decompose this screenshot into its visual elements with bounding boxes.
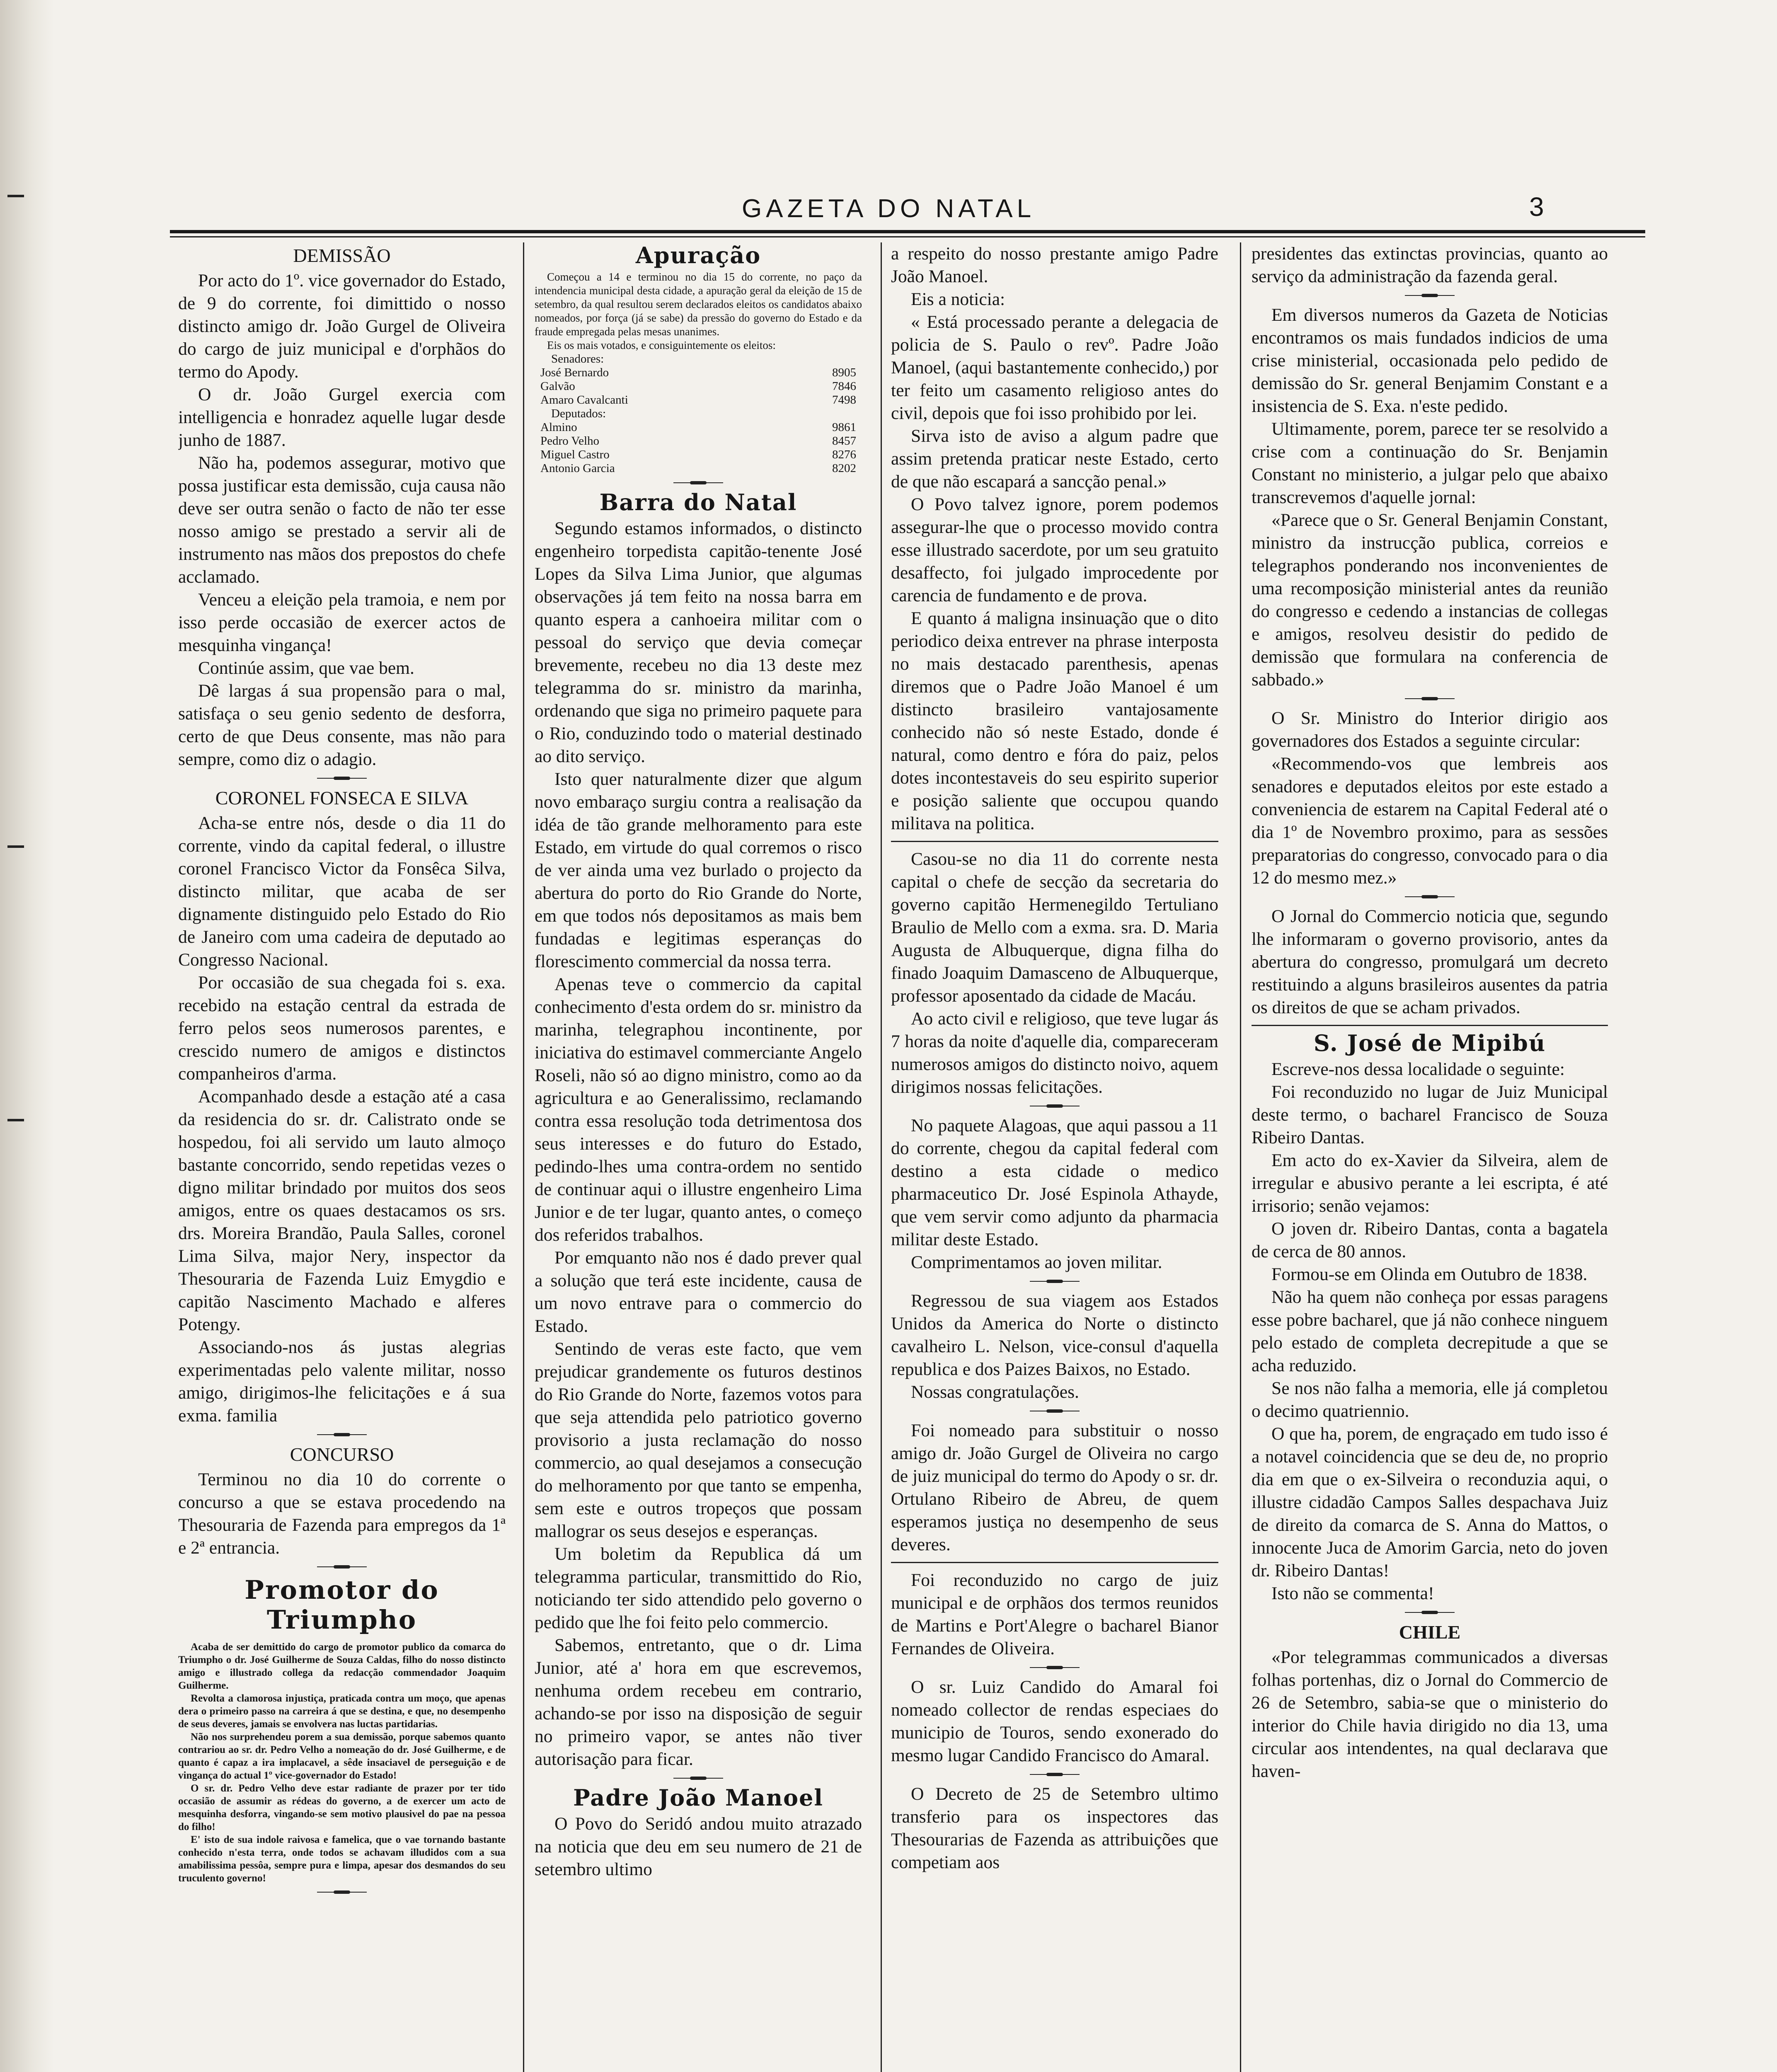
paragraph: E quanto á maligna insinuação que o dito periodico deixa entrever na phrase interposta no mais destacado parenthesis, apenas diremos que o Padre João Manoel é um distincto brasileiro vantajosamente conhecido não só neste Estado, donde é natural, como dentro e fóra do paiz, pelos dotes incontestaveis do seu espirito superior e posição saliente que occupou quando militava na politica. bbox=[891, 608, 1218, 833]
newspaper-title: GAZETA DO NATAL bbox=[741, 194, 1036, 223]
paragraph: Por acto do 1º. vice governador do Estado, de 9 do corrente, foi dimittido o nosso distincto amigo dr. João Gurgel de Oliveira do cargo de juiz municipal e d'orphãos do termo do Apody. bbox=[178, 271, 506, 382]
headline-coronel: CORONEL FONSECA E SILVA bbox=[215, 787, 469, 808]
paragraph: Começou a 14 e terminou no dia 15 do corrente, no paço da intendencia municipal desta cidade, a apuração geral da eleição de 15 de setembro, da qual resultou serem declarados eleitos os candidatos abaixo nomeados, por força (já se sabe) da pressão do governo do Estado e da fraude empregada pelas mesas unanimes. bbox=[535, 271, 862, 338]
ornament-divider bbox=[317, 1564, 367, 1569]
paragraph: O sr. dr. Pedro Velho deve estar radiante de prazer por ter tido occasião de assumir as rédeas do governo, a de exercer um acto de mesquinha desforra, vingando-se sem motivo plausivel do pae na pessoa do filho! bbox=[178, 1783, 506, 1832]
paragraph: Foi reconduzido no cargo de juiz municipal e de orphãos dos termos reunidos de Martins e Port'Alegre o bacharel Bianor Fernandes de Oliveira. bbox=[891, 1570, 1218, 1658]
paragraph: Comprimentamos ao joven militar. bbox=[911, 1252, 1162, 1272]
paragraph: Não nos surprehendeu porem a sua demissão, porque sabemos quanto contrariou ao sr. dr. Pedro Velho a nomeação do dr. José Guilherme, e de quanto é capaz a ira implacavel, a sêde insaciavel de perseguição e de vingança do actual 1º vice-governador do Estado! bbox=[178, 1731, 506, 1781]
paragraph: Terminou no dia 10 do corrente o concurso a que se estava procedendo na Thesouraria de Fazenda para empregos da 1ª e 2ª entrancia. bbox=[178, 1469, 506, 1558]
vote-count: 7846 bbox=[832, 380, 856, 393]
candidate-name: Pedro Velho bbox=[540, 434, 600, 448]
binding-margin bbox=[0, 0, 54, 2072]
headline-promotor: Promotor do Triumpho bbox=[245, 1575, 439, 1635]
article-decreto-continued bbox=[1252, 242, 1608, 288]
paragraph: presidentes das extinctas provincias, quanto ao serviço da administração da fazenda geral. bbox=[1252, 244, 1608, 286]
headline-barra: Barra do Natal bbox=[599, 489, 797, 516]
paragraph: O Povo do Seridó andou muito atrazado na noticia que deu em seu numero de 21 de setembro ultimo bbox=[535, 1814, 862, 1879]
candidate-name: Galvão bbox=[540, 380, 575, 393]
paragraph: Isto quer naturalmente dizer que algum novo embaraço surgiu contra a realisação da idéa de tão grande melhoramento para este Estado, em virtude do qual corremos o risco de ver ainda uma vez burlado o projecto da abertura do porto do Rio Grande do Norte, em que todos nós depositamos as mais bem fundadas e legitimas esperanças do florescimento commercial da nossa terra. bbox=[535, 769, 862, 971]
paragraph: Se nos não falha a memoria, elle já completou o decimo quatriennio. bbox=[1252, 1378, 1608, 1421]
vote-count: 8202 bbox=[832, 462, 856, 475]
article-barra bbox=[535, 517, 862, 1771]
paragraph: Sabemos, entretanto, que o dr. Lima Junior, até a' hora em que escrevemos, nenhuma ordem recebeu em contrario, achando-se por isso na disposição de seguir no primeiro vapor, se antes não tiver autorisação para ficar. bbox=[535, 1635, 862, 1769]
vote-row bbox=[535, 366, 862, 380]
vote-row bbox=[535, 434, 862, 448]
vote-row bbox=[535, 421, 862, 434]
article-paquete bbox=[891, 1114, 1218, 1274]
senadores-label: Senadores: bbox=[551, 352, 604, 366]
article-nelson bbox=[891, 1290, 1218, 1404]
paragraph: Isto não se commenta! bbox=[1271, 1583, 1434, 1603]
paragraph: Eis a noticia: bbox=[911, 289, 1005, 309]
vote-row bbox=[535, 448, 862, 462]
article-casamento bbox=[891, 848, 1218, 1099]
paragraph: a respeito do nosso prestante amigo Padre João Manoel. bbox=[891, 244, 1218, 286]
headline-chile: CHILE bbox=[1399, 1622, 1461, 1643]
paragraph: Acha-se entre nós, desde o dia 11 do corrente, vindo da capital federal, o illustre coronel Francisco Victor da Fonsêca Silva, distincto militar, que acaba de ser dignamente distinguido pelo Estado do Rio de Janeiro com uma cadeira de deputado ao Congresso Nacional. bbox=[178, 813, 506, 970]
paragraph: Apenas teve o commercio da capital conhecimento d'esta ordem do sr. ministro da marinha, telegraphou incontinente, por iniciativa do estimavel commerciante Angelo Roseli, não só ao digno ministro, como ao da agricultura e ao Generalissimo, reclamando contra essa resolução toda detrimentosa dos seus interesses e do futuro do Estado, pedindo-lhes uma contra-ordem no sentido de continuar aqui o illustre engenheiro Lima Junior e de ter lugar, quanto antes, o começo dos referidos trabalhos. bbox=[535, 974, 862, 1245]
ornament-divider bbox=[317, 776, 367, 781]
paragraph: Foi reconduzido no lugar de Juiz Municipal deste termo, o bacharel Francisco de Souza Ribeiro Dantas. bbox=[1252, 1082, 1608, 1147]
paragraph: O Jornal do Commercio noticia que, segundo lhe informaram o governo provisorio, antes da abertura do congresso, promulgará um decreto restituindo a alguns brasileiros ausentes da patria os direitos de que se acham privados. bbox=[1252, 906, 1608, 1017]
paragraph: Revolta a clamorosa injustiça, praticada contra um moço, que apenas dera o primeiro passo na carreira á que se destina, e que, no desempenho de seus deveres, jamais se envolvera nas luctas partidarias. bbox=[178, 1693, 506, 1730]
paragraph: «Recommendo-vos que lembreis aos senadores e deputados eleitos por este estado a conveniencia de estarem na Capital Federal até o dia 1º de Novembro proximo, para as sessões preparatorias do congresso, convocado para o dia 12 do mesmo mez.» bbox=[1252, 754, 1608, 888]
article-demissao bbox=[178, 269, 506, 771]
article-ministro bbox=[1252, 707, 1608, 889]
paragraph: Em acto do ex-Xavier da Silveira, alem de irregular e abusivo perante a lei escripta, é até irrisorio; senão vejamos: bbox=[1252, 1150, 1608, 1216]
paragraph: Por emquanto não nos é dado prever qual a solução que terá este incidente, causa de um novo entrave para o commercio do Estado. bbox=[535, 1248, 862, 1336]
deputados-label: Deputados: bbox=[551, 407, 606, 420]
ornament-divider bbox=[1030, 1409, 1080, 1414]
header-rule bbox=[170, 236, 1645, 237]
article-amaral bbox=[891, 1676, 1218, 1767]
paragraph: O que ha, porem, de engraçado em tudo isso é a notavel coincidencia que se deu de, no proprio dia em que o ex-Silveira o reconduzia aqui, o illustre cidadão Campos Salles despachava Juiz de direito da comarca de S. Anna do Mattos, o innocente Juca de Amorim Garcia, neto do joven dr. Ribeiro Dantas! bbox=[1252, 1424, 1608, 1581]
article-reconduzido bbox=[891, 1569, 1218, 1660]
paragraph: Escreve-nos dessa localidade o seguinte: bbox=[1271, 1059, 1565, 1079]
paragraph: Dê largas á sua propensão para o mal, satisfaça o seu genio sedento de desforra, certo de que Deus consente, mas não para sempre, como diz o adagio. bbox=[178, 681, 506, 769]
paragraph: Acaba de ser demittido do cargo de promotor publico da comarca do Triumpho o dr. José Guilherme de Souza Caldas, filho do nosso distincto amigo e illustrado collega da redacção commendador Joaquim Guilherme. bbox=[178, 1641, 506, 1691]
ornament-divider bbox=[673, 480, 723, 485]
section-rule bbox=[891, 1562, 1218, 1563]
vote-row bbox=[535, 393, 862, 407]
ornament-divider bbox=[317, 1432, 367, 1437]
column-divider bbox=[523, 242, 524, 2072]
paragraph: Continúe assim, que vae bem. bbox=[198, 658, 414, 678]
column-1 bbox=[178, 242, 506, 2072]
column-divider bbox=[1240, 242, 1241, 2072]
column-3 bbox=[891, 242, 1218, 2072]
vote-count: 8276 bbox=[832, 448, 856, 461]
headline-demissao: DEMISSÃO bbox=[293, 245, 391, 266]
article-jornal bbox=[1252, 905, 1608, 1019]
page-number: 3 bbox=[1529, 192, 1544, 222]
paragraph: Sentindo de veras este facto, que vem prejudicar grandemente os futuros destinos do Rio Grande do Norte, fazemos votos para que seja attendida pelo patriotico governo provisorio a justa reclamação do nosso commercio, ao qual desejamos a consecução do melhoramento por que tanto se empenha, sem este e outros tropeços que possam mallograr os seus desejos e esperanças. bbox=[535, 1339, 862, 1541]
article-decreto bbox=[891, 1783, 1218, 1874]
headline-mipibu: S. José de Mipibú bbox=[1313, 1030, 1546, 1056]
article-nomeado bbox=[891, 1419, 1218, 1556]
paragraph: Por occasião de sua chegada foi s. exa. recebido na estação central da estrada de ferro pelos seos numerosos parentes, e crescido numero de amigos e distinctos companheiros d'arma. bbox=[178, 973, 506, 1084]
paragraph: Foi nomeado para substituir o nosso amigo dr. João Gurgel de Oliveira no cargo de juiz municipal do termo do Apody o sr. dr. Ortulano Ribeiro de Abreu, de quem esperamos justiça no desempenho de seus deveres. bbox=[891, 1421, 1218, 1554]
article-gazeta bbox=[1252, 304, 1608, 691]
paragraph: Acompanhado desde a estação até a casa da residencia do sr. dr. Calistrato onde se hospedou, foi ali servido um lauto almoço bastante concorrido, sendo repetidas vezes o digno militar brindado por muitos dos seos amigos, entre os quaes destacamos os srs. drs. Moreira Brandão, Paula Salles, coronel Lima Silva, major Nery, inspector da Thesouraria de Fazenda Luiz Emygdio e capitão Nascimento Machado e alferes Potengy. bbox=[178, 1087, 506, 1334]
paragraph: E' isto de sua indole raivosa e famelica, que o vae tornando bastante conhecido n'esta terra, onde todos se achavam illudidos com a sua amabilissima pessôa, sempre pura e limpa, apesar dos desmandos do seu truculento governo! bbox=[178, 1834, 506, 1884]
candidate-name: Antonio Garcia bbox=[540, 462, 615, 475]
vote-count: 8457 bbox=[832, 434, 856, 448]
paragraph: Segundo estamos informados, o distincto engenheiro torpedista capitão-tenente José Lopes da Silva Lima Junior, que algumas observações já tem feito na nossa barra em quanto espera a canhoeira militar com o pessoal do serviço que devia começar brevemente, recebeu no dia 13 deste mez telegramma do sr. ministro da marinha, ordenando que siga no primeiro paquete para o Rio, conduzindo todo o material destinado ao dito serviço. bbox=[535, 518, 862, 766]
paragraph: O dr. João Gurgel exercia com intelligencia e honradez aquelle lugar desde junho de 1887. bbox=[178, 385, 506, 450]
vote-count: 7498 bbox=[832, 393, 856, 407]
paragraph: Não ha, podemos assegurar, motivo que possa justificar esta demissão, cuja causa não deve ser outra senão o facto de não ter esse nosso amigo se prestado a servir ali de instrumento nas mãos dos prepostos do chefe acclamado. bbox=[178, 453, 506, 587]
vote-row bbox=[535, 462, 862, 475]
section-rule bbox=[891, 841, 1218, 842]
article-concurso bbox=[178, 1468, 506, 1559]
article-padre bbox=[535, 1813, 862, 1881]
paragraph: Regressou de sua viagem aos Estados Unidos da America do Norte o distincto cavalheiro L. Nelson, vice-consul d'aquella republica e dos Paizes Baixos, no Estado. bbox=[891, 1291, 1218, 1379]
paragraph: Não ha quem não conheça por essas paragens esse pobre bacharel, que já não conhece ninguem pelo estado de completa decrepitude a que se acha reduzido. bbox=[1252, 1287, 1608, 1375]
candidate-name: Miguel Castro bbox=[540, 448, 610, 461]
headline-concurso: CONCURSO bbox=[290, 1444, 394, 1465]
ornament-divider bbox=[1030, 1665, 1080, 1670]
paragraph: Venceu a eleição pela tramoia, e nem por isso perde occasião de exercer actos de mesquinha vingança! bbox=[178, 590, 506, 655]
paragraph: O Decreto de 25 de Setembro ultimo transferio para os inspectores das Thesourarias de Fazenda as attribuições que competiam aos bbox=[891, 1784, 1218, 1872]
paragraph: Um boletim da Republica dá um telegramma particular, transmittido do Rio, noticiando ter sido attendido pelo governo o pedido que lhe foi feito pelo commercio. bbox=[535, 1544, 862, 1632]
vote-count: 8905 bbox=[832, 366, 856, 379]
article-chile bbox=[1252, 1646, 1608, 1783]
paragraph: «Parece que o Sr. General Benjamin Constant, ministro da instrucção publica, correios e telegraphos ponderando nos inconvenientes de uma recomposição ministerial antes da reunião do congresso e cedendo a instancias de collegas e amigos, resolveu desistir do pedido de demissão que formulara na conferencia de sabbado.» bbox=[1252, 510, 1608, 690]
column-2 bbox=[535, 242, 862, 2072]
ornament-divider bbox=[673, 1776, 723, 1781]
ornament-divider bbox=[1405, 696, 1455, 701]
vote-row bbox=[535, 380, 862, 393]
ornament-divider bbox=[1405, 293, 1455, 298]
paragraph: Associando-nos ás justas alegrias experimentadas pelo valente militar, nosso amigo, dirigimos-lhe felicitações e á sua exma. familia bbox=[178, 1337, 506, 1426]
binding-mark bbox=[7, 1119, 24, 1121]
paragraph: O Povo talvez ignore, porem podemos assegurar-lhe que o processo movido contra esse illustrado sacerdote, por um seu gratuito desaffecto, foi julgado improcedente por carencia de fundamento e de prova. bbox=[891, 494, 1218, 605]
ornament-divider bbox=[1030, 1772, 1080, 1777]
paragraph: Formou-se em Olinda em Outubro de 1838. bbox=[1271, 1264, 1588, 1284]
paragraph: Sirva isto de aviso a algum padre que assim pretenda praticar neste Estado, certo de que não escapará a sancção penal.» bbox=[891, 426, 1218, 491]
column-4 bbox=[1252, 242, 1608, 2072]
paragraph: Ultimamente, porem, parece ter se resolvido a crise com a continuação do Sr. Benjamin Constant no ministerio, a julgar pelo que abaixo transcrevemos d'aquelle jornal: bbox=[1252, 419, 1608, 507]
article-padre-continued bbox=[891, 242, 1218, 835]
article-coronel bbox=[178, 812, 506, 1427]
headline-padre: Padre João Manoel bbox=[573, 1784, 823, 1811]
ornament-divider bbox=[1030, 1279, 1080, 1284]
headline-apuracao: Apuração bbox=[635, 242, 761, 269]
paragraph: Eis os mais votados, e consiguintemente os eleitos: bbox=[547, 339, 776, 351]
paragraph: « Está processado perante a delegacia de policia de S. Paulo o revº. Padre João Manoel, (aqui bastantemente conhecido,) por ter feito um casamento religioso antes do civil, depois que foi isso prohibido por lei. bbox=[891, 312, 1218, 423]
ornament-divider bbox=[1405, 1610, 1455, 1615]
candidate-name: Almino bbox=[540, 421, 577, 434]
candidate-name: José Bernardo bbox=[540, 366, 609, 379]
article-promotor bbox=[178, 1641, 506, 1885]
paragraph: Casou-se no dia 11 do corrente nesta capital o chefe de secção da secretaria do governo capitão Hermenegildo Tertuliano Braulio de Mello com a exma. sra. D. Maria Augusta de Albuquerque, digna filha do finado Joaquim Damasceno de Albuquerque, professor aposentado da cidade de Macáu. bbox=[891, 849, 1218, 1006]
section-rule bbox=[1252, 1025, 1608, 1026]
ornament-divider bbox=[1030, 1104, 1080, 1109]
vote-count: 9861 bbox=[832, 421, 856, 434]
candidate-name: Amaro Cavalcanti bbox=[540, 393, 628, 407]
paragraph: «Por telegrammas communicados a diversas folhas portenhas, diz o Jornal do Commercio de 26 de Setembro, sabia-se que o ministerio do interior do Chile havia dirigido no dia 13, uma circular aos intendentes, na qual declarava que haven- bbox=[1252, 1647, 1608, 1781]
paragraph: Ao acto civil e religioso, que teve lugar ás 7 horas da noite d'aquelle dia, compareceram numerosos amigos do distincto noivo, aquem dirigimos nossas felicitações. bbox=[891, 1009, 1218, 1097]
paragraph: O joven dr. Ribeiro Dantas, conta a bagatela de cerca de 80 annos. bbox=[1252, 1219, 1608, 1261]
column-divider bbox=[881, 242, 882, 2072]
article-apuracao bbox=[535, 270, 862, 352]
header-rule bbox=[170, 230, 1645, 233]
article-mipibu bbox=[1252, 1058, 1608, 1605]
paragraph: O sr. Luiz Candido do Amaral foi nomeado collector de rendas especiaes do municipio de Touros, sendo exonerado do mesmo lugar Candido Francisco do Amaral. bbox=[891, 1677, 1218, 1765]
paragraph: Nossas congratulações. bbox=[911, 1382, 1079, 1402]
binding-mark bbox=[7, 845, 24, 848]
paragraph: Em diversos numeros da Gazeta de Noticias encontramos os mais fundados indicios de uma crise ministerial, occasionada pelo pedido de demissão do Sr. general Benjamim Constant e a insistencia de S. Exa. n'este pedido. bbox=[1252, 305, 1608, 416]
paragraph: No paquete Alagoas, que aqui passou a 11 do corrente, chegou da capital federal com destino a esta cidade o medico pharmaceutico Dr. José Espinola Athayde, que vem servir como adjunto da pharmacia militar deste Estado. bbox=[891, 1116, 1218, 1249]
paragraph: O Sr. Ministro do Interior dirigio aos governadores dos Estados a seguinte circular: bbox=[1252, 708, 1608, 751]
ornament-divider bbox=[317, 1890, 367, 1895]
ornament-divider bbox=[1405, 894, 1455, 899]
